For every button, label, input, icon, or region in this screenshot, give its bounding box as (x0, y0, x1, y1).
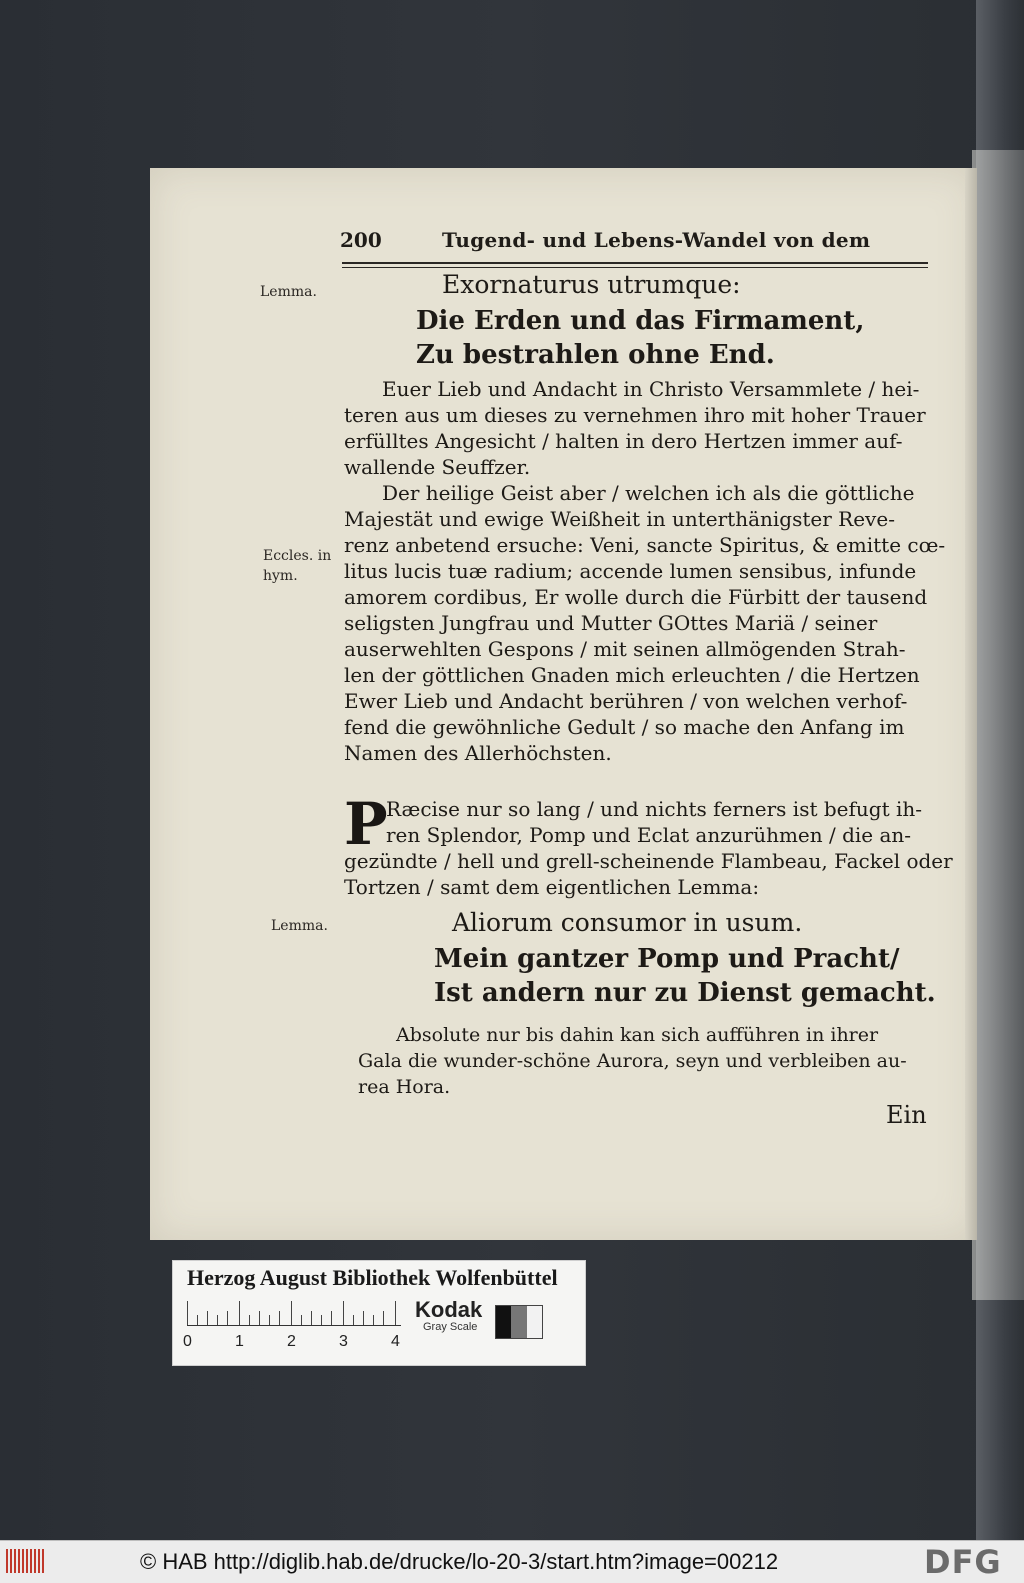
ruler-number: 4 (391, 1333, 400, 1350)
ruler-tick (227, 1311, 228, 1325)
catchword: Ein (886, 1101, 927, 1129)
text-line: Tortzen / samt dem eigentlichen Lemma: (344, 875, 760, 899)
gray-scale-swatches (495, 1305, 543, 1339)
ruler-tick (321, 1315, 322, 1325)
text-line: Gala die wunder-schöne Aurora, seyn und verbleiben au- (358, 1050, 907, 1072)
ruler-tick (187, 1301, 188, 1325)
paragraph (344, 376, 926, 480)
drop-capital: P (344, 790, 388, 858)
ruler-tick (269, 1315, 270, 1325)
library-name: Herzog August Bibliothek Wolfenbüttel (187, 1265, 558, 1290)
text-line: Absolute nur bis dahin kan sich aufführen in ihrer (396, 1024, 879, 1046)
kodak-brand: Kodak (415, 1297, 483, 1322)
ruler-tick (279, 1311, 280, 1325)
gray-scale-caption: Gray Scale (423, 1321, 478, 1333)
verse-german-line: Zu bestrahlen ohne End. (416, 340, 775, 370)
margin-note-eccles (263, 546, 331, 586)
verse-german-line: Die Erden und das Firmament, (416, 306, 865, 336)
ruler-tick (239, 1301, 240, 1325)
text-line: renz anbetend ersuche: Veni, sancte Spiritus, & emitte cœ- (344, 533, 946, 557)
text-line: auserwehlten Gespons / mit seinen allmögenden Strah- (344, 637, 906, 661)
text-line: ren Splendor, Pomp und Eclat anzurühmen / die an- (386, 823, 912, 847)
text-line: wallende Seuffzer. (344, 455, 531, 479)
ruler-tick (197, 1315, 198, 1325)
scale-ruler (187, 1301, 401, 1326)
text-line: teren aus um dieses zu vernehmen ihro mit hoher Trauer (344, 403, 926, 427)
text-line: litus lucis tuæ radium; accende lumen sensibus, infunde (344, 559, 917, 583)
page-header (340, 228, 930, 254)
swatch-white (527, 1306, 542, 1338)
text-line: Namen des Allerhöchsten. (344, 741, 612, 765)
header-rule (342, 262, 928, 268)
ruler-tick (383, 1311, 384, 1325)
running-head: Tugend- und Lebens-Wandel von dem (442, 228, 871, 252)
ruler-tick (291, 1301, 292, 1325)
text-line: Der heilige Geist aber / welchen ich als die göttliche (382, 481, 915, 505)
ruler-tick (353, 1315, 354, 1325)
ruler-tick (301, 1315, 302, 1325)
verse-latin: Exornaturus utrumque: (442, 270, 741, 299)
ruler-number: 0 (183, 1333, 192, 1350)
margin-note-lemma: Lemma. (260, 284, 317, 300)
text-line: fend die gewöhnliche Gedult / so mache den Anfang im (344, 715, 905, 739)
margin-note-line: Eccles. in (263, 548, 332, 564)
ruler-tick (363, 1311, 364, 1325)
ruler-tick (207, 1311, 208, 1325)
text-line: len der göttlichen Gnaden mich erleuchten / die Hertzen (344, 663, 920, 687)
ruler-tick (311, 1311, 312, 1325)
paragraph (344, 480, 945, 766)
page-number: 200 (340, 228, 382, 252)
ruler-tick (259, 1311, 260, 1325)
color-target-card (172, 1260, 586, 1366)
ruler-number: 2 (287, 1333, 296, 1350)
ruler-tick (217, 1315, 218, 1325)
barcode-icon (6, 1549, 46, 1573)
verse-german-line: Ist andern nur zu Dienst gemacht. (434, 978, 936, 1008)
ruler-tick (331, 1311, 332, 1325)
margin-note-line: hym. (263, 568, 298, 584)
ruler-tick (373, 1315, 374, 1325)
ruler-tick (249, 1315, 250, 1325)
ruler-number: 3 (339, 1333, 348, 1350)
paragraph (358, 1022, 907, 1100)
ruler-tick (395, 1301, 396, 1325)
copyright-link[interactable]: © HAB http://diglib.hab.de/drucke/lo-20-3/start.htm?image=00212 (140, 1549, 779, 1574)
text-line: rea Hora. (358, 1076, 451, 1098)
viewer-footer (0, 1540, 1024, 1583)
text-line: gezündte / hell und grell-scheinende Flambeau, Fackel oder (344, 849, 953, 873)
tissue-paper (972, 150, 1024, 1300)
text-line: Ræcise nur so lang / und nichts ferners ist befugt ih- (386, 797, 923, 821)
margin-note-lemma: Lemma. (271, 918, 328, 934)
text-line: Majestät und ewige Weißheit in unterthänigster Reve- (344, 507, 895, 531)
verse-german-line: Mein gantzer Pomp und Pracht/ (434, 944, 900, 974)
verse-latin: Aliorum consumor in usum. (452, 908, 803, 937)
swatch-black (496, 1306, 511, 1338)
page-fold-edge (965, 168, 977, 1240)
dfg-logo: DFG (924, 1543, 1002, 1581)
ruler-tick (343, 1301, 344, 1325)
text-line: seligsten Jungfrau und Mutter GOttes Mariä / seiner (344, 611, 878, 635)
text-line: erfülltes Angesicht / halten in dero Hertzen immer auf- (344, 429, 903, 453)
text-line: Ewer Lieb und Andacht berühren / von welchen verhof- (344, 689, 908, 713)
text-line: Euer Lieb und Andacht in Christo Versammlete / hei- (382, 377, 920, 401)
swatch-gray (511, 1306, 526, 1338)
ruler-number: 1 (235, 1333, 244, 1350)
text-line: amorem cordibus, Er wolle durch die Fürbitt der tausend (344, 585, 928, 609)
paragraph (344, 790, 953, 900)
